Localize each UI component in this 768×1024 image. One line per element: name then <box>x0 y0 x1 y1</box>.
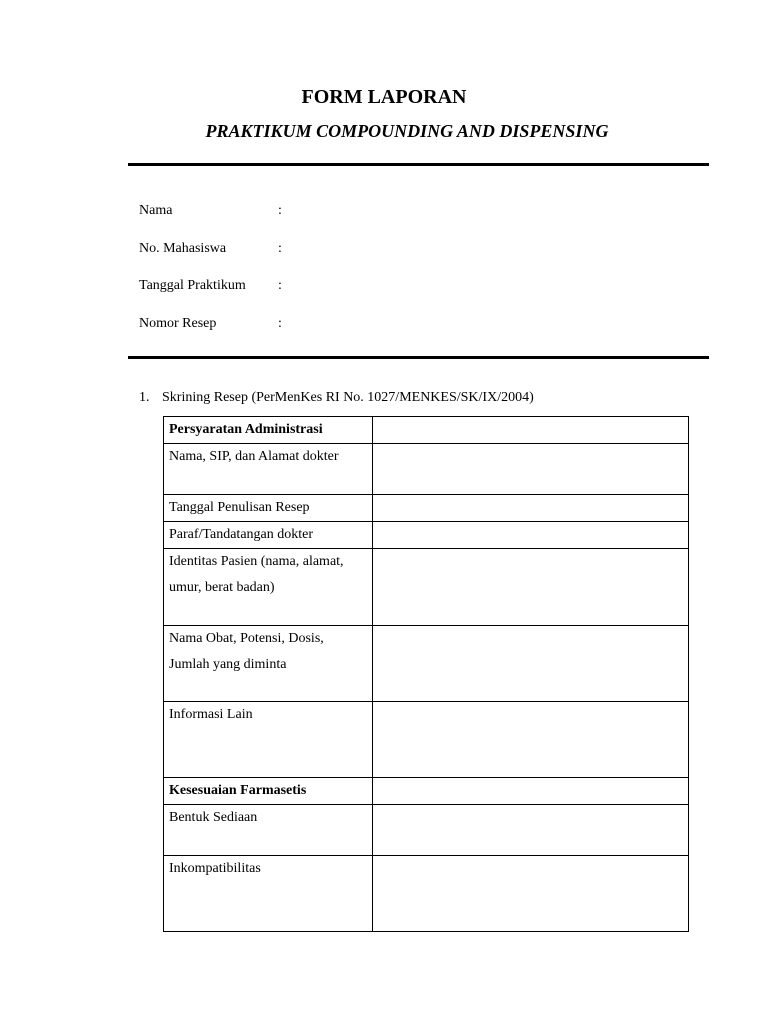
field-nomor-resep <box>139 316 282 332</box>
table-row <box>164 417 689 444</box>
field-colon: : <box>278 241 282 256</box>
field-no-mahasiswa <box>139 241 282 257</box>
row-value-cell[interactable] <box>373 444 689 495</box>
field-label: Nomor Resep <box>139 316 217 331</box>
row-label: Informasi Lain <box>164 702 373 778</box>
row-value-cell[interactable] <box>373 805 689 856</box>
table-row <box>164 805 689 856</box>
row-label: Tanggal Penulisan Resep <box>164 495 373 522</box>
form-subtitle: PRAKTIKUM COMPOUNDING AND DISPENSING <box>205 121 609 141</box>
row-value-cell[interactable] <box>373 495 689 522</box>
table-row <box>164 444 689 495</box>
field-colon: : <box>278 316 282 331</box>
field-nama <box>139 203 282 219</box>
table-row <box>164 778 689 805</box>
row-label: Bentuk Sediaan <box>164 805 373 856</box>
section-number: 1. <box>139 390 150 405</box>
row-heading: Kesesuaian Farmasetis <box>164 778 373 805</box>
row-value-cell[interactable] <box>373 417 689 444</box>
table-row <box>164 495 689 522</box>
table-row <box>164 549 689 626</box>
table-row <box>164 702 689 778</box>
row-label: Inkompatibilitas <box>164 856 373 932</box>
top-divider <box>128 163 709 166</box>
field-label: Nama <box>139 203 173 218</box>
field-label: Tanggal Praktikum <box>139 278 246 293</box>
form-title: FORM LAPORAN <box>301 86 467 108</box>
table-row <box>164 626 689 702</box>
row-value-cell[interactable] <box>373 856 689 932</box>
bottom-divider <box>128 356 709 359</box>
row-value-cell[interactable] <box>373 626 689 702</box>
row-heading: Persyaratan Administrasi <box>164 417 373 444</box>
field-colon: : <box>278 203 282 218</box>
row-value-cell[interactable] <box>373 549 689 626</box>
section-title: Skrining Resep (PerMenKes RI No. 1027/MENKES/SK/IX/2004) <box>162 390 534 405</box>
row-value-cell[interactable] <box>373 522 689 549</box>
field-colon: : <box>278 278 282 293</box>
row-label: Nama Obat, Potensi, Dosis, Jumlah yang diminta <box>164 626 373 702</box>
field-tanggal-praktikum <box>139 278 282 294</box>
section-heading <box>139 390 534 406</box>
field-label: No. Mahasiswa <box>139 241 227 256</box>
row-label: Paraf/Tandatangan dokter <box>164 522 373 549</box>
table-row <box>164 522 689 549</box>
table-row <box>164 856 689 932</box>
screening-table <box>163 416 689 932</box>
row-label: Nama, SIP, dan Alamat dokter <box>164 444 373 495</box>
row-value-cell[interactable] <box>373 778 689 805</box>
row-value-cell[interactable] <box>373 702 689 778</box>
row-label: Identitas Pasien (nama, alamat, umur, berat badan) <box>164 549 373 626</box>
